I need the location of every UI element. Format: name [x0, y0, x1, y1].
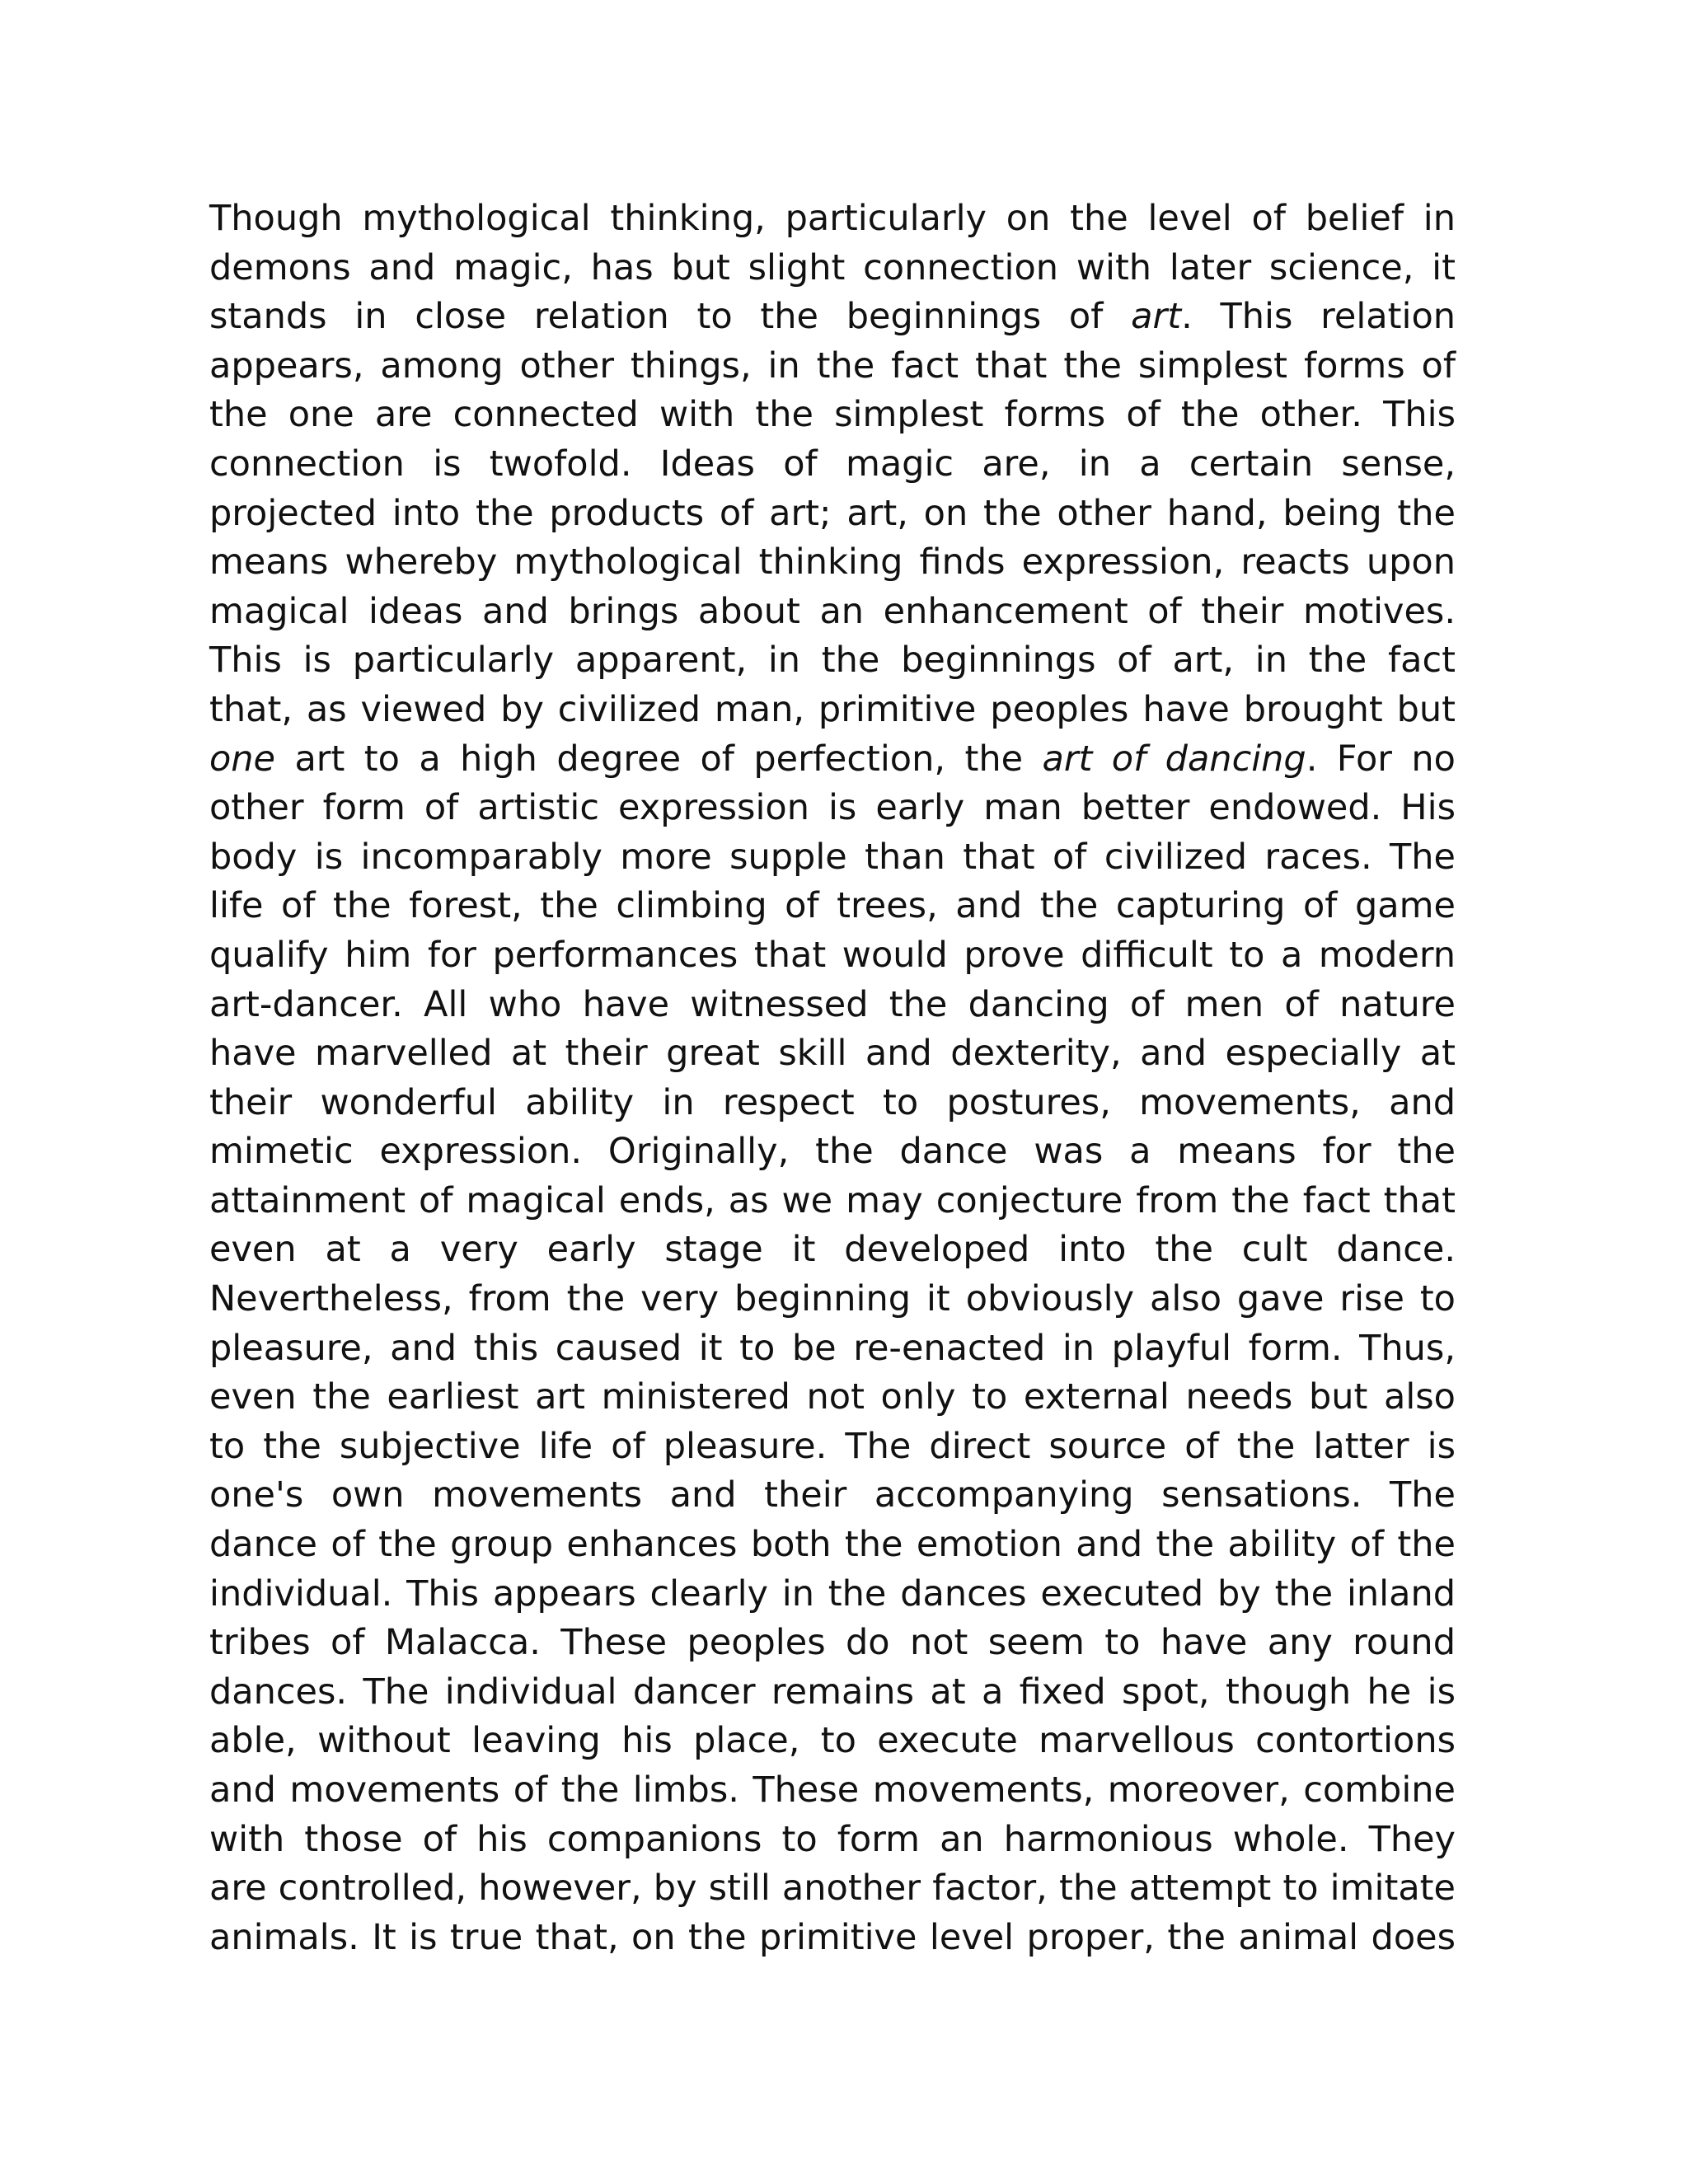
text-segment: attainment of magical ends, as we may conjecture from the fact that: [209, 1179, 1456, 1221]
italic-text: art of dancing: [1042, 738, 1306, 780]
text-line: [209, 1717, 1456, 1766]
text-segment: to the subjective life of pleasure. The direct source of the latter is: [209, 1425, 1456, 1467]
text-segment: . For no: [1306, 738, 1456, 780]
text-segment: dance of the group enhances both the emotion and the ability of the: [209, 1524, 1456, 1566]
text-line: [209, 833, 1456, 883]
text-segment: with those of his companions to form an harmonious whole. They: [209, 1818, 1456, 1860]
text-segment: demons and magic, has but slight connection with later science, it: [209, 246, 1456, 288]
text-line: [209, 1570, 1456, 1619]
text-line: [209, 1177, 1456, 1226]
text-segment: the one are connected with the simplest forms of the other. This: [209, 394, 1456, 436]
text-line: [209, 784, 1456, 833]
text-segment: qualify him for performances that would prove difficult to a modern: [209, 934, 1456, 976]
text-segment: appears, among other things, in the fact that the simplest forms of: [209, 344, 1456, 387]
text-line: [209, 1864, 1456, 1914]
text-segment: even the earliest art ministered not only to external needs but also: [209, 1376, 1456, 1418]
text-segment: other form of artistic expression is early man better endowed. His: [209, 787, 1456, 829]
text-segment: are controlled, however, by still another factor, the attempt to imitate: [209, 1868, 1456, 1910]
text-line: [209, 1766, 1456, 1816]
text-line: [209, 1422, 1456, 1472]
italic-text: art: [1131, 296, 1182, 338]
text-line: [209, 588, 1456, 637]
text-line: [209, 1226, 1456, 1275]
text-line: [209, 490, 1456, 539]
text-segment: means whereby mythological thinking finds expression, reacts upon: [209, 541, 1456, 583]
text-segment: pleasure, and this caused it to be re-enacted in playful form. Thus,: [209, 1327, 1456, 1369]
text-segment: mimetic expression. Originally, the dance was a means for the: [209, 1131, 1456, 1173]
body-paragraph: [209, 194, 1456, 1962]
text-segment: Nevertheless, from the very beginning it obviously also gave rise to: [209, 1278, 1456, 1320]
text-line: [209, 293, 1456, 342]
italic-text: one: [209, 738, 276, 780]
text-segment: and movements of the limbs. These movements, moreover, combine: [209, 1769, 1456, 1811]
text-segment: projected into the products of art; art, on the other hand, being the: [209, 492, 1456, 534]
text-segment: have marvelled at their great skill and dexterity, and especially at: [209, 1033, 1456, 1075]
text-line: [209, 194, 1456, 244]
text-line: [209, 342, 1456, 391]
text-segment: art-dancer. All who have witnessed the dancing of men of nature: [209, 983, 1456, 1025]
text-segment: individual. This appears clearly in the dances executed by the inland: [209, 1572, 1456, 1615]
text-segment: that, as viewed by civilized man, primitive peoples have brought but: [209, 688, 1456, 730]
text-segment: tribes of Malacca. These peoples do not seem to have any round: [209, 1622, 1456, 1664]
text-segment: animals. It is true that, on the primitive level proper, the animal does: [209, 1916, 1456, 1958]
text-segment: Though mythological thinking, particularly on the level of belief in: [209, 198, 1456, 239]
text-segment: one's own movements and their accompanying sensations. The: [209, 1474, 1456, 1516]
text-segment: their wonderful ability in respect to postures, movements, and: [209, 1081, 1456, 1123]
text-line: [209, 1619, 1456, 1668]
text-line: [209, 1373, 1456, 1422]
text-segment: magical ideas and brings about an enhancement of their motives.: [209, 590, 1456, 632]
text-line: [209, 538, 1456, 588]
text-line: [209, 1127, 1456, 1177]
text-line: [209, 636, 1456, 686]
text-segment: . This relation: [1181, 296, 1456, 338]
text-line: [209, 1668, 1456, 1718]
text-line: [209, 244, 1456, 293]
text-segment: body is incomparably more supple than that of civilized races. The: [209, 836, 1456, 878]
text-line: [209, 1029, 1456, 1079]
text-line: [209, 882, 1456, 931]
text-segment: This is particularly apparent, in the beginnings of art, in the fact: [209, 640, 1456, 682]
text-line: [209, 1275, 1456, 1324]
text-segment: even at a very early stage it developed into the cult dance.: [209, 1229, 1456, 1271]
text-line: [209, 1471, 1456, 1521]
text-segment: connection is twofold. Ideas of magic are, in a certain sense,: [209, 443, 1456, 485]
text-segment: stands in close relation to the beginnings of: [209, 296, 1132, 338]
text-line: [209, 1914, 1456, 1963]
text-line: [209, 440, 1456, 490]
text-line: [209, 686, 1456, 735]
text-line: [209, 391, 1456, 440]
text-segment: able, without leaving his place, to execute marvellous contortions: [209, 1720, 1456, 1762]
text-line: [209, 1324, 1456, 1374]
text-line: [209, 735, 1456, 785]
text-segment: art to a high degree of perfection, the: [275, 738, 1043, 780]
text-line: [209, 981, 1456, 1030]
text-segment: dances. The individual dancer remains at a fixed spot, though he is: [209, 1671, 1456, 1713]
text-segment: life of the forest, the climbing of trees, and the capturing of game: [209, 885, 1456, 927]
text-line: [209, 1079, 1456, 1128]
text-line: [209, 1816, 1456, 1865]
text-line: [209, 931, 1456, 981]
text-line: [209, 1521, 1456, 1570]
